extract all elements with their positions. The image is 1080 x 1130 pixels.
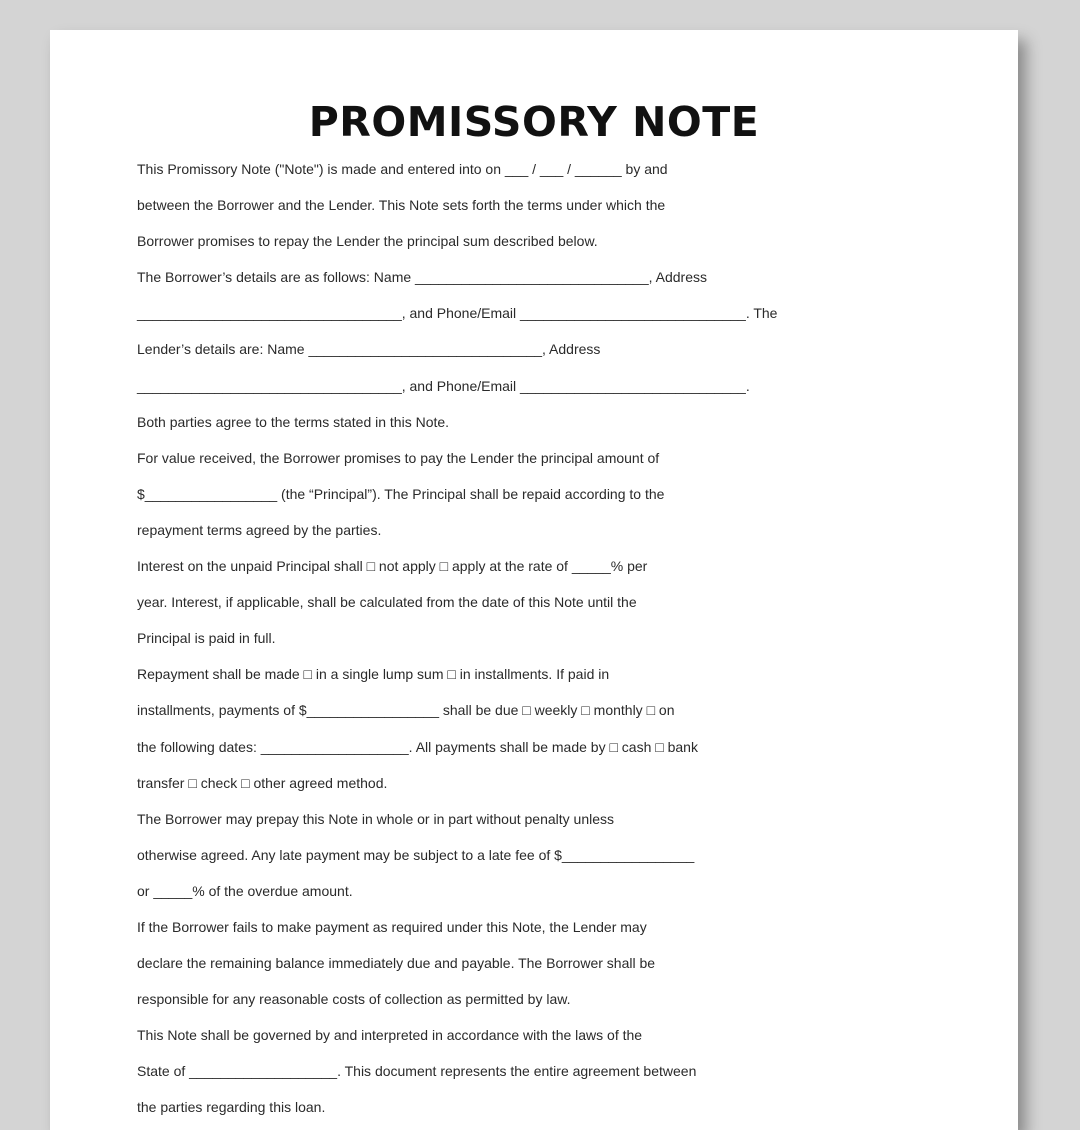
document-page (50, 30, 1018, 1130)
text-line: Interest on the unpaid Principal shall □ not apply □ apply at the rate of _____% per (137, 558, 648, 575)
text-line: otherwise agreed. Any late payment may be subject to a late fee of $_________________ (137, 846, 695, 863)
text-line: This Promissory Note ("Note") is made and entered into on ___ / ___ / ______ by and (137, 161, 668, 177)
text-line: __________________________________, and Phone/Email _____________________________. The (137, 305, 778, 322)
text-line: Principal is paid in full. (137, 630, 276, 647)
text-line: between the Borrower and the Lender. This Note sets forth the terms under which the (137, 197, 666, 214)
document-body (137, 151, 1037, 1126)
text-line: The Borrower may prepay this Note in whole or in part without penalty unless (137, 810, 615, 827)
text-line: or _____% of the overdue amount. (137, 882, 353, 899)
text-line: installments, payments of $_________________ shall be due □ weekly □ monthly □ on (137, 702, 675, 719)
text-line: The Borrower’s details are as follows: Name ______________________________, Address (137, 269, 707, 286)
text-line: Lender’s details are: Name ______________________________, Address (137, 341, 601, 358)
text-line: the parties regarding this loan. (137, 1099, 326, 1116)
page-title: PROMISSORY NOTE (308, 98, 760, 146)
text-line: responsible for any reasonable costs of collection as permitted by law. (137, 991, 571, 1008)
text-line: declare the remaining balance immediately due and payable. The Borrower shall be (137, 955, 656, 972)
text-line: Both parties agree to the terms stated in this Note. (137, 413, 450, 430)
text-line: If the Borrower fails to make payment as required under this Note, the Lender may (137, 918, 647, 935)
text-line: year. Interest, if applicable, shall be calculated from the date of this Note until the (137, 594, 637, 611)
text-line: repayment terms agreed by the parties. (137, 521, 382, 538)
text-line: State of ___________________. This document represents the entire agreement between (137, 1063, 697, 1080)
text-line: For value received, the Borrower promises to pay the Lender the principal amount of (137, 449, 660, 466)
text-line: the following dates: ___________________. All payments shall be made by □ cash □ bank (137, 738, 698, 755)
text-line: transfer □ check □ other agreed method. (137, 774, 388, 791)
text-line: Repayment shall be made □ in a single lump sum □ in installments. If paid in (137, 666, 610, 683)
text-line: Borrower promises to repay the Lender the principal sum described below. (137, 233, 598, 250)
text-line: This Note shall be governed by and interpreted in accordance with the laws of the (137, 1027, 643, 1044)
text-line: __________________________________, and Phone/Email _____________________________. (137, 377, 750, 394)
text-line: $_________________ (the “Principal”). The Principal shall be repaid according to the (137, 485, 665, 502)
